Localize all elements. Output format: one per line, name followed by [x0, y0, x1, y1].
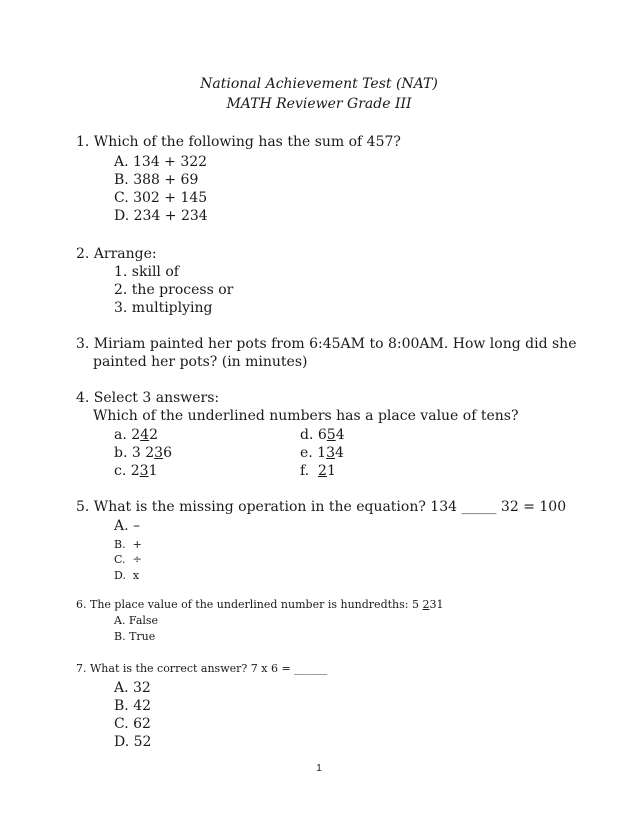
header-title: National Achievement Test (NAT) [200, 76, 438, 92]
question-1-option: B. 388 + 69 [114, 172, 199, 188]
question-5-stem: 5. What is the missing operation in the equation? 134 _____ 32 = 100 [76, 499, 567, 515]
question-4-option: d. 654 [300, 427, 345, 443]
question-1-option: A. 134 + 322 [114, 154, 208, 170]
question-5-option: D. x [114, 569, 140, 582]
question-7-option: D. 52 [114, 734, 152, 750]
question-4-option: f. 21 [300, 463, 336, 479]
question-1-option: C. 302 + 145 [114, 190, 208, 206]
question-4-option: b. 3 236 [114, 445, 172, 461]
question-7-stem: 7. What is the correct answer? 7 x 6 = ______ [76, 662, 328, 675]
question-6-option: B. True [114, 630, 156, 643]
page-number: 1 [316, 763, 322, 774]
question-6-option: A. False [114, 614, 159, 627]
question-7-option: C. 62 [114, 716, 151, 732]
question-6-stem: 6. The place value of the underlined number is hundredths: 5 231 [76, 598, 444, 611]
question-4-sub: Which of the underlined numbers has a place value of tens? [93, 408, 519, 424]
question-5-option: C. ÷ [114, 553, 142, 566]
question-7-option: A. 32 [114, 680, 151, 696]
question-4-option: a. 242 [114, 427, 158, 443]
question-4-option: c. 231 [114, 463, 158, 479]
question-1-option: D. 234 + 234 [114, 208, 208, 224]
question-2-option: 2. the process or [114, 282, 234, 298]
question-3-line2: painted her pots? (in minutes) [93, 354, 308, 370]
question-2-option: 1. skill of [114, 264, 179, 280]
question-1-stem: 1. Which of the following has the sum of 457? [76, 134, 401, 150]
question-4-stem: 4. Select 3 answers: [76, 390, 220, 406]
question-7-option: B. 42 [114, 698, 152, 714]
question-2-stem: 2. Arrange: [76, 246, 157, 262]
question-5-option: A. – [114, 518, 141, 534]
question-5-option: B. + [114, 538, 142, 551]
header-subtitle: MATH Reviewer Grade III [226, 96, 412, 112]
question-4-option: e. 134 [300, 445, 344, 461]
question-2-option: 3. multiplying [114, 300, 213, 316]
question-3-line1: 3. Miriam painted her pots from 6:45AM to 8:00AM. How long did she [76, 336, 577, 352]
